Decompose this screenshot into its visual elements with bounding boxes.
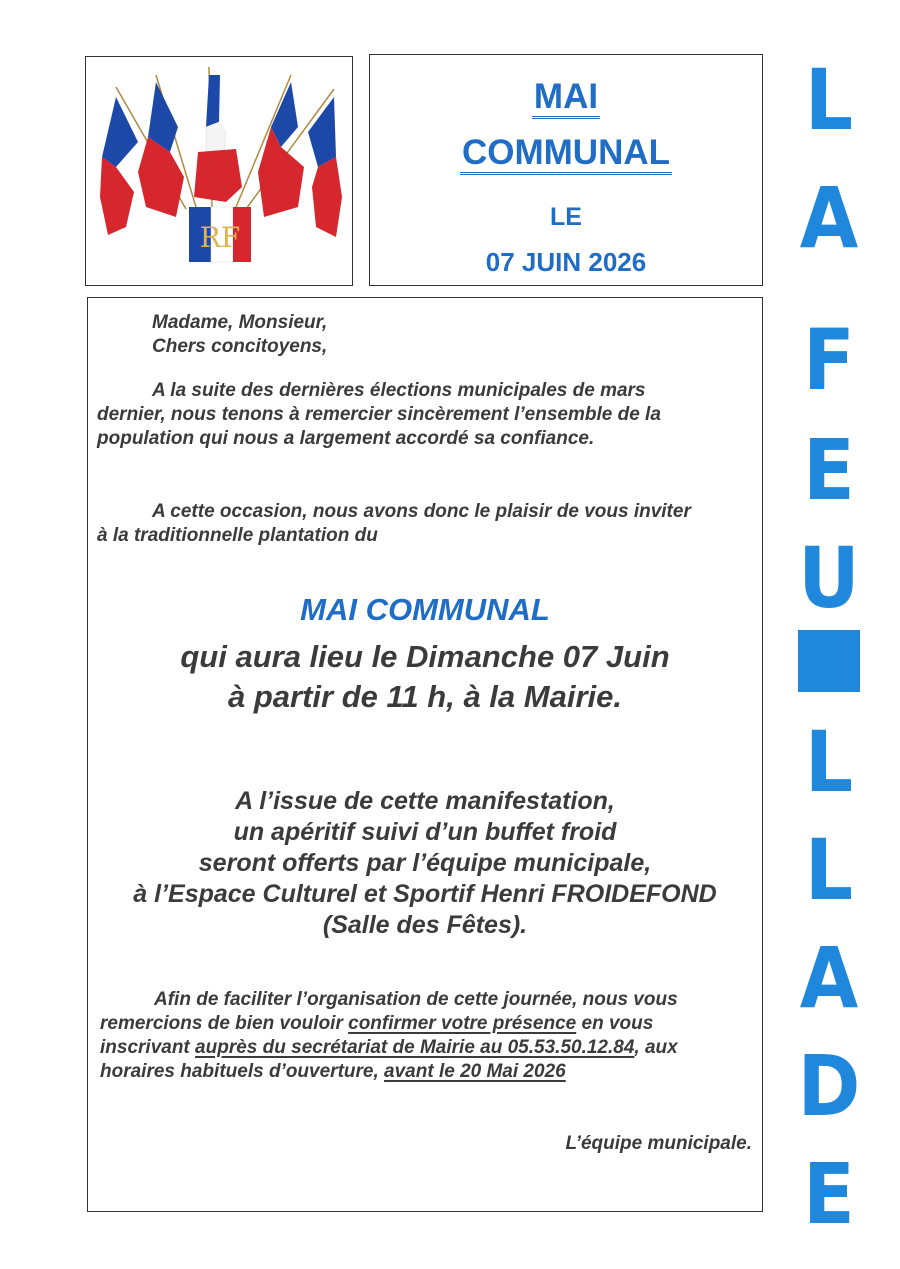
side-letter: A: [799, 169, 859, 267]
side-square-separator: [798, 630, 860, 692]
paragraph-2-line-2: à la traditionnelle plantation du: [97, 525, 378, 546]
after-line-4: à l’Espace Culturel et Sportif Henri FROIDEFOND: [133, 880, 717, 908]
side-letter: F: [803, 311, 855, 409]
event-title: MAI COMMUNAL: [300, 592, 550, 627]
rsvp-line-1: Afin de faciliter l’organisation de cette journée, nous vous: [154, 989, 678, 1010]
side-letter: A: [799, 929, 859, 1027]
side-letter: U: [798, 529, 860, 627]
deadline-text: avant le 20 Mai 2026: [384, 1061, 566, 1082]
paragraph-1-line-3: population qui nous a largement accordé sa confiance.: [97, 428, 595, 449]
title-frame: [369, 54, 763, 286]
title-line-1: MAI: [370, 77, 762, 117]
event-date: 07 JUIN 2026: [485, 247, 647, 277]
after-line-5: (Salle des Fêtes).: [322, 911, 528, 939]
side-letter: E: [803, 1145, 855, 1243]
side-letter: L: [804, 51, 854, 149]
side-letter: L: [804, 821, 854, 919]
side-letter: E: [803, 421, 855, 519]
paragraph-1-line-2: dernier, nous tenons à remercier sincèrement l’ensemble de la: [97, 404, 661, 425]
french-flags-icon: [86, 57, 351, 284]
flags-frame: [85, 56, 353, 286]
greeting-line-2: Chers concitoyens,: [152, 336, 328, 357]
event-line-2: à partir de 11 h, à la Mairie.: [228, 679, 622, 714]
title-line-2: COMMUNAL: [370, 133, 762, 173]
rsvp-line-3: inscrivant auprès du secrétariat de Mairie au 05.53.50.12.84, aux: [100, 1037, 678, 1058]
rsvp-line-2: remercions de bien vouloir confirmer votre présence en vous: [100, 1013, 654, 1034]
signature: L’équipe municipale.: [565, 1133, 752, 1154]
side-letter: L: [804, 713, 854, 811]
after-line-2: un apéritif suivi d’un buffet froid: [233, 818, 617, 846]
svg-text:RF: RF: [199, 221, 241, 254]
side-letter: D: [797, 1037, 861, 1135]
title-le: LE: [550, 203, 582, 231]
greeting-line-1: Madame, Monsieur,: [152, 312, 328, 333]
after-line-3: seront offerts par l’équipe municipale,: [198, 849, 652, 877]
paragraph-1-line-1: A la suite des dernières élections municipales de mars: [152, 380, 646, 401]
rsvp-line-4: horaires habituels d’ouverture, avant le 20 Mai 2026: [100, 1061, 566, 1082]
after-line-1: A l’issue de cette manifestation,: [235, 787, 615, 815]
letter-frame: [87, 297, 763, 1212]
event-line-1: qui aura lieu le Dimanche 07 Juin: [180, 639, 670, 674]
paragraph-2-line-1: A cette occasion, nous avons donc le plaisir de vous inviter: [152, 501, 691, 522]
mairie-phone-text: auprès du secrétariat de Mairie au 05.53.50.12.84: [195, 1037, 635, 1058]
confirm-presence-text: confirmer votre présence: [348, 1013, 577, 1034]
